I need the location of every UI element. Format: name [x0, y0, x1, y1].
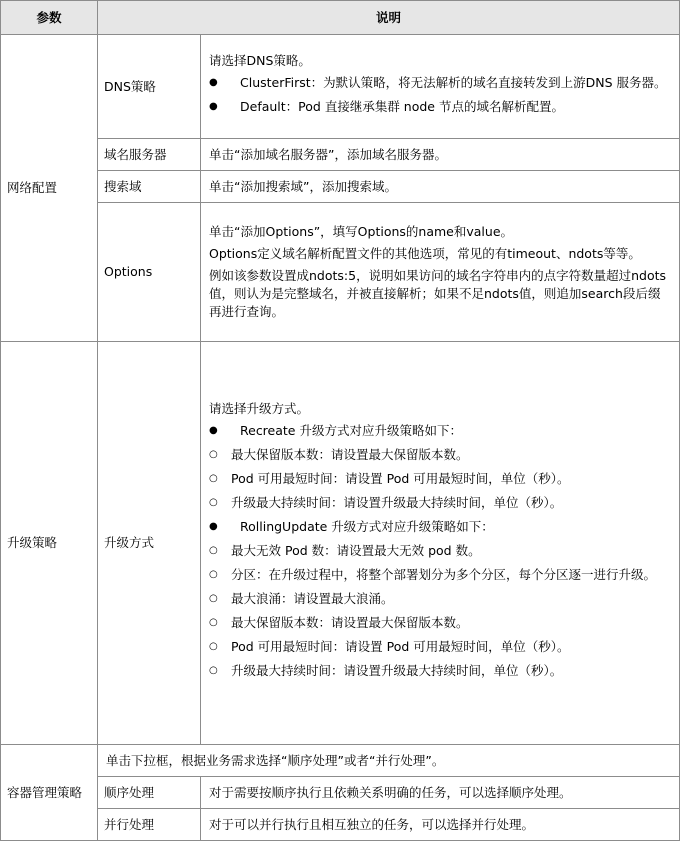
list-item: ● Default：Pod 直接继承集群 node 节点的域名解析配置。 — [209, 98, 671, 116]
list-item: ○ 最大浪涌：请设置最大浪涌。 — [209, 590, 671, 608]
upgrade-mode-list — [209, 422, 671, 680]
rolling-sublist — [209, 542, 671, 680]
dns-policy-list — [209, 74, 671, 116]
group-network: 网络配置 — [1, 35, 98, 342]
list-item — [209, 518, 671, 680]
list-item: ○ Pod 可用最短时间：请设置 Pod 可用最短时间，单位（秒）。 — [209, 638, 671, 656]
group-upgrade: 升级策略 — [1, 342, 98, 745]
table-row — [1, 777, 680, 809]
param-dns-policy: DNS策略 — [98, 35, 201, 139]
group-container: 容器管理策略 — [1, 745, 98, 841]
recreate-sublist — [209, 446, 671, 512]
param-options: Options — [98, 203, 201, 342]
dns-intro: 请选择DNS策略。 — [209, 52, 311, 68]
param-search: 搜索域 — [98, 171, 201, 203]
header-param: 参数 — [1, 1, 98, 35]
desc-container-intro: 单击下拉框，根据业务需求选择“顺序处理”或者“并行处理”。 — [98, 745, 680, 777]
param-parallel: 并行处理 — [98, 809, 201, 841]
desc-nameserver: 单击“添加域名服务器”，添加域名服务器。 — [201, 139, 680, 171]
table-row — [1, 809, 680, 841]
desc-sequential: 对于需要按顺序执行且依赖关系明确的任务，可以选择顺序处理。 — [201, 777, 680, 809]
options-p1: 单击“添加Options”，填写Options的name和value。 — [209, 224, 514, 239]
list-item: ○ 升级最大持续时间：请设置升级最大持续时间，单位（秒）。 — [209, 662, 671, 680]
recreate-label: Recreate 升级方式对应升级策略如下： — [240, 423, 462, 438]
table-row — [1, 745, 680, 777]
table-row — [1, 342, 680, 745]
desc-options — [201, 203, 680, 342]
param-nameserver: 域名服务器 — [98, 139, 201, 171]
desc-parallel: 对于可以并行执行且相互独立的任务，可以选择并行处理。 — [201, 809, 680, 841]
list-item: ○ Pod 可用最短时间：请设置 Pod 可用最短时间，单位（秒）。 — [209, 470, 671, 488]
list-item: ● ClusterFirst：为默认策略，将无法解析的域名直接转发到上游DNS 服务器。 — [209, 74, 671, 92]
list-item: ○ 最大无效 Pod 数：请设置最大无效 pod 数。 — [209, 542, 671, 560]
rolling-label: RollingUpdate 升级方式对应升级策略如下： — [240, 519, 494, 534]
param-sequential: 顺序处理 — [98, 777, 201, 809]
desc-dns-policy — [201, 35, 680, 139]
table-row — [1, 203, 680, 342]
table-row — [1, 35, 680, 139]
desc-search: 单击“添加搜索域”，添加搜索域。 — [201, 171, 680, 203]
table-row — [1, 139, 680, 171]
upgrade-intro: 请选择升级方式。 — [209, 401, 310, 416]
list-item: ○ 升级最大持续时间：请设置升级最大持续时间，单位（秒）。 — [209, 494, 671, 512]
header-desc: 说明 — [98, 1, 680, 35]
list-item: ○ 最大保留版本数：请设置最大保留版本数。 — [209, 614, 671, 632]
desc-upgrade-mode — [201, 342, 680, 745]
param-upgrade-mode: 升级方式 — [98, 342, 201, 745]
table-row — [1, 171, 680, 203]
list-item: ○ 最大保留版本数：请设置最大保留版本数。 — [209, 446, 671, 464]
list-item — [209, 422, 671, 512]
options-p2: Options定义域名解析配置文件的其他选项，常见的有timeout、ndots等等。 — [209, 246, 641, 261]
list-item: ○ 分区：在升级过程中，将整个部署划分为多个分区，每个分区逐一进行升级。 — [209, 566, 671, 584]
header-row — [1, 1, 680, 35]
options-p3: 例如该参数设置成ndots:5，说明如果访问的域名字符串内的点字符数量超过ndots值，则认为是完整域名，并被直接解析；如果不足ndots值，则追加search段后缀再进行查询。 — [209, 268, 667, 319]
